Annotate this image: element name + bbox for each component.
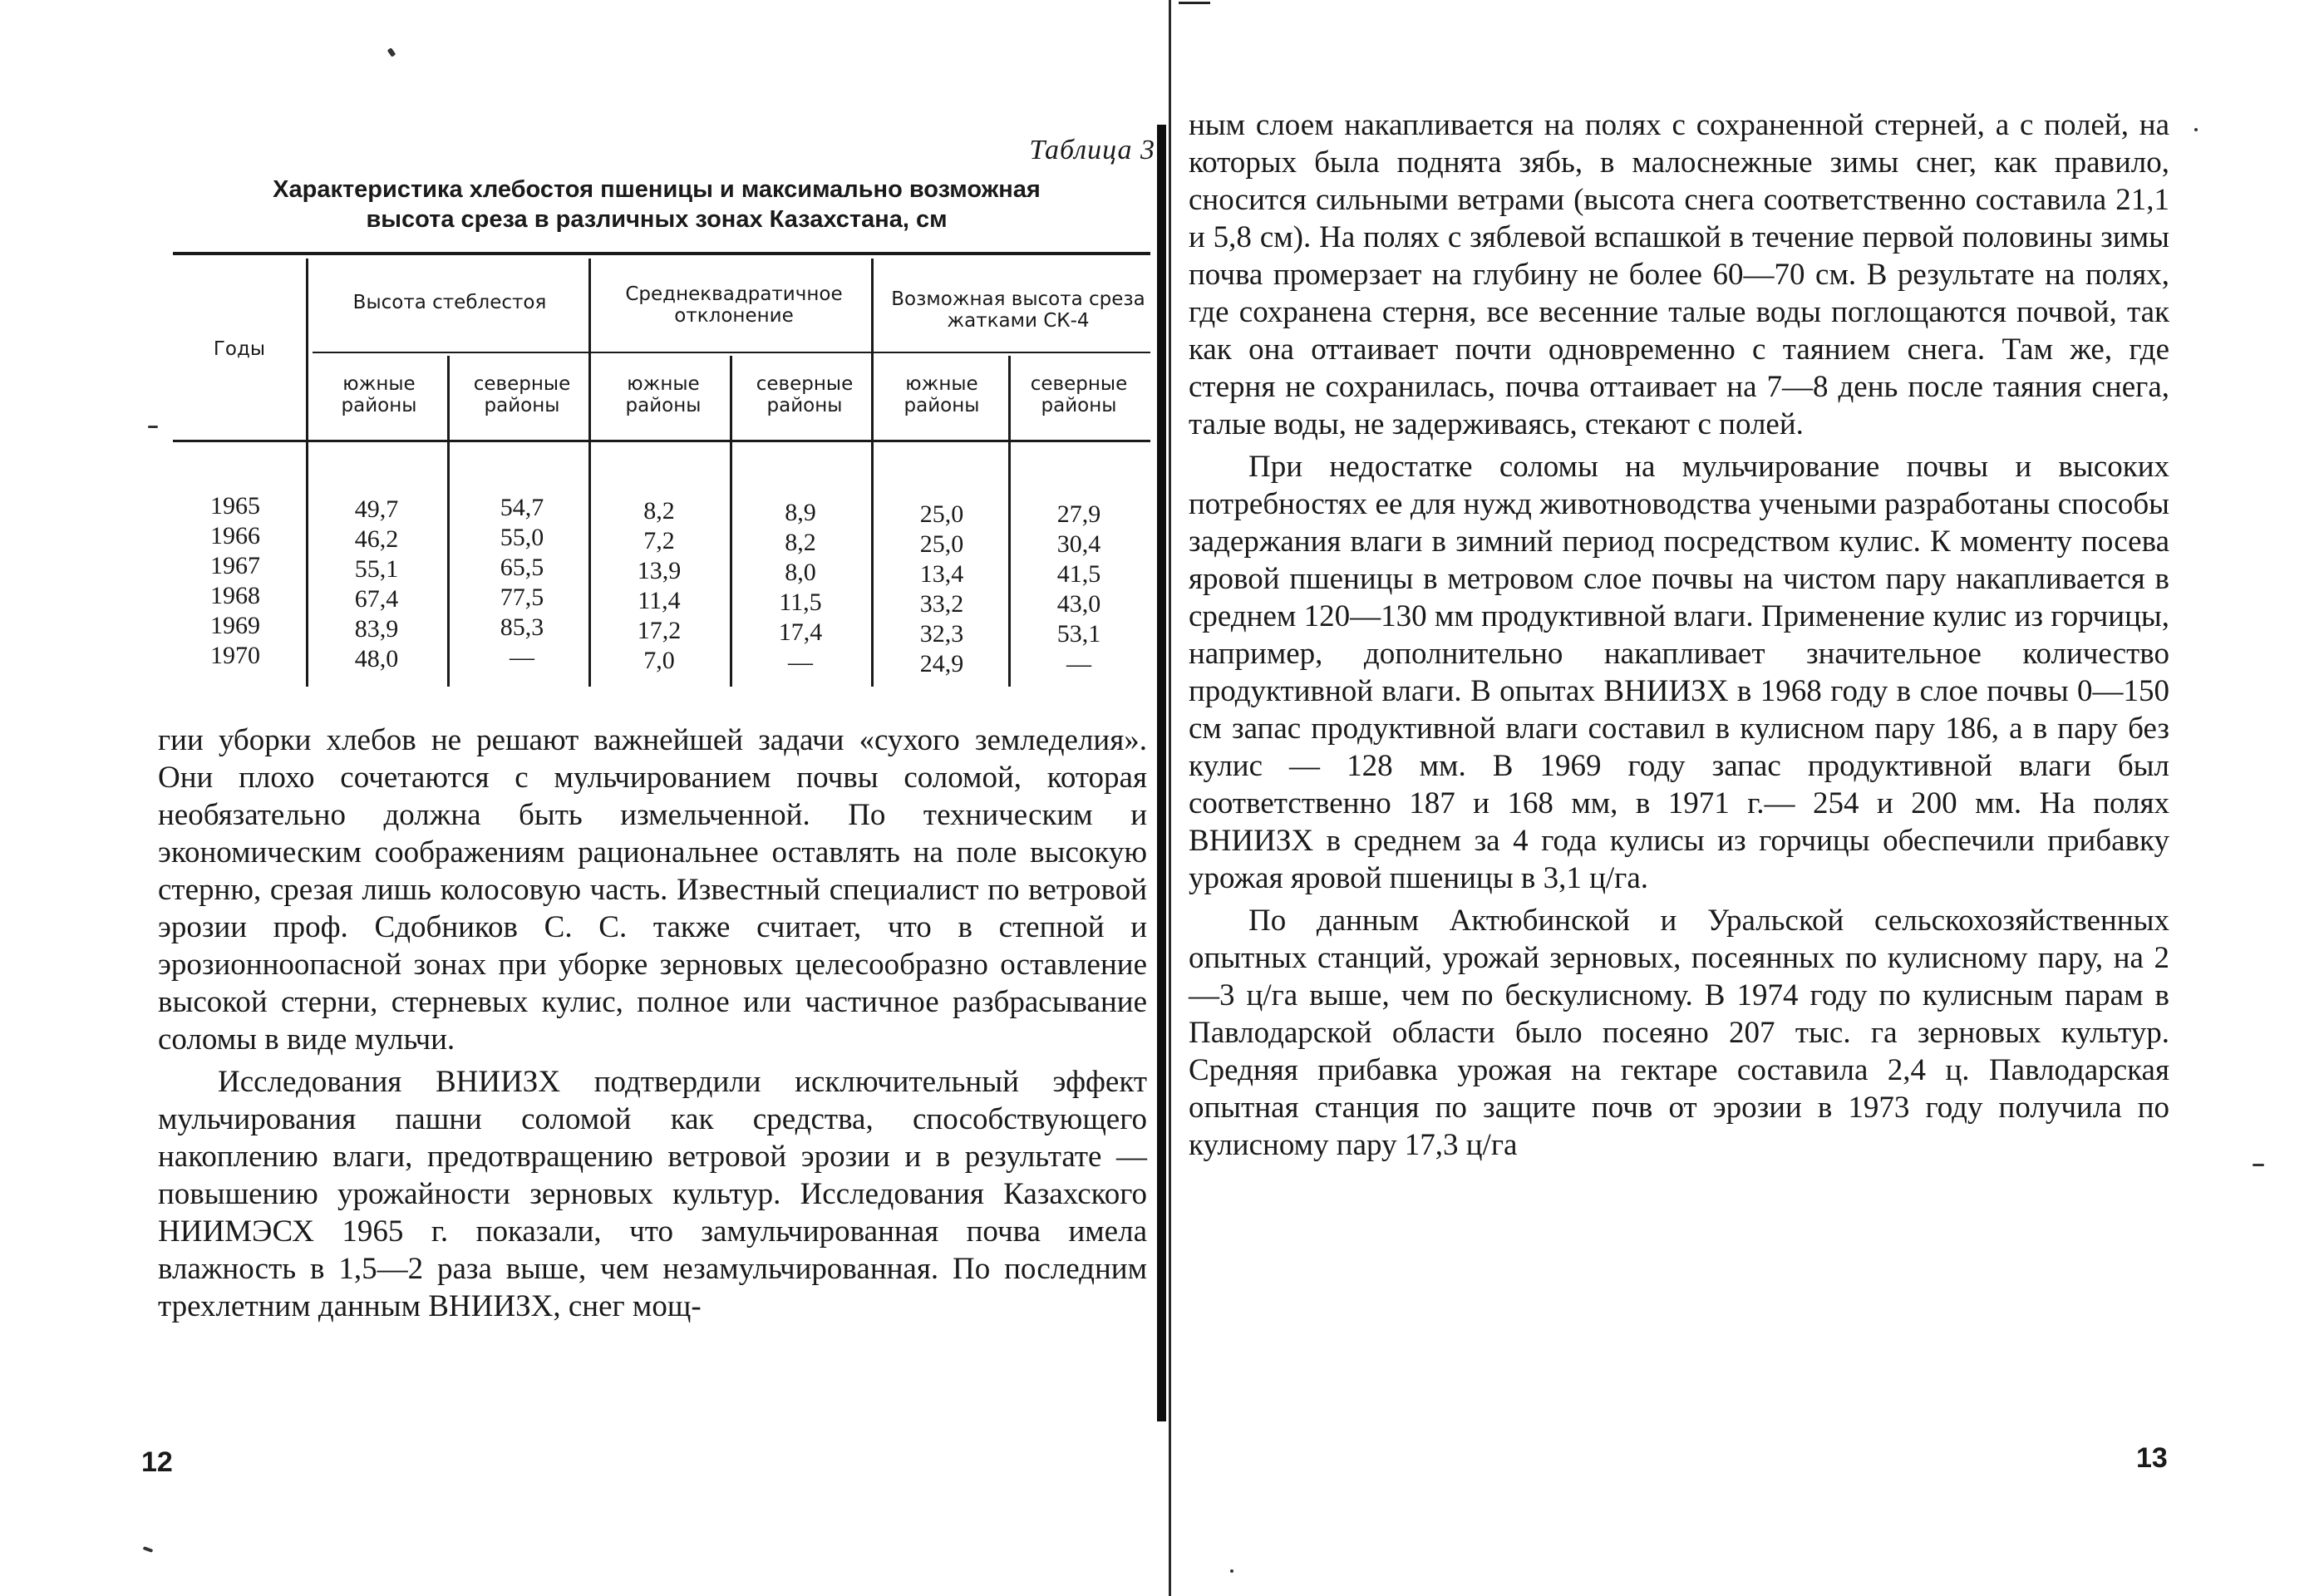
table-cell: 8,9 <box>785 499 816 526</box>
table-subheader: южные районы <box>341 373 417 416</box>
page-number-left: 12 <box>141 1446 173 1478</box>
table-cell: 30,4 <box>1056 530 1101 558</box>
table-vrule <box>1008 356 1011 687</box>
paragraph: Исследования ВНИИЗХ подтвердили исключительный эффект мульчирования пашни соломой как средства, способствующего накоплению влаги, предотвращению ветровой эрозии и в результате — повышению урожайности зерновых культур. Исследования Казахского НИИМЭСХ 1965 г. показали, что замульчированная почва имела влажность в 1,5—2 раза выше, чем незамульчированная. По последним трехлетним данным ВНИИЗХ, снег мощ- <box>158 1065 1147 1323</box>
table-subheader: северные районы <box>1030 373 1128 416</box>
table-cell: 49,7 <box>354 495 399 523</box>
scan-speck <box>2253 1164 2264 1166</box>
table-subheader: южные районы <box>625 373 702 416</box>
table-title <box>175 175 1139 234</box>
table-cell: 48,0 <box>354 645 399 672</box>
table-cell: 85,3 <box>500 613 544 641</box>
table-cell: 33,2 <box>919 590 964 618</box>
table-top-rule <box>173 252 1150 255</box>
table-cell: 55,1 <box>354 555 399 583</box>
table-cell: 32,3 <box>919 620 964 648</box>
table-years-column <box>210 491 293 671</box>
table-cell: 27,9 <box>1056 500 1101 528</box>
table-header-stem-height: Высота стеблестоя <box>352 292 547 313</box>
table-cell: 43,0 <box>1056 590 1101 618</box>
table-cell-year: 1966 <box>210 522 260 549</box>
table-cell-year: 1967 <box>210 552 260 579</box>
table-cell: — <box>1066 650 1091 677</box>
table-header-rule <box>173 440 1150 442</box>
table-cell: — <box>510 643 534 671</box>
table-cell: 25,0 <box>919 530 964 558</box>
table-column-cut-north <box>1017 500 1141 679</box>
paragraph: гии уборки хлебов не решают важнейшей задачи «сухого земледелия». Они плохо сочетаются с мульчированием почвы соломой, которая необязательно должна быть измельченной. По техническим и экономическим соображениям рациональнее оставлять на поле высокую стерню, срезая лишь колосовую часть. Известный специалист по ветровой эрозии проф. Сдобников С. С. также считает, что в степной и эрозионноопасной зонах при уборке зерновых целесообразно оставление высокой стерни, стерневых кулис, полное или частичное разбрасывание соломы в виде мульчи. <box>158 723 1147 1057</box>
table-cell: 8,2 <box>785 529 816 556</box>
table-column-stem-north <box>460 493 584 672</box>
table-cell: 7,0 <box>643 647 675 674</box>
table-cell: 55,0 <box>500 524 544 551</box>
table-vrule <box>588 259 591 687</box>
scan-speck <box>148 426 158 428</box>
table-cell-year: 1965 <box>210 492 260 520</box>
table-column-stem-south <box>318 495 435 674</box>
paragraph: ным слоем накапливается на полях с сохраненной стерней, а с полей, на которых была поднята зябь, в малоснежные зимы снег, как правило, сносится сильными ветрами (высота снега соответственно составила 21,1 и 5,8 см). На полях с зяблевой вспашкой в течение первой половины зимы почва промерзает на глубину не более 60—70 см. В результате на полях, где сохранена стерня, все весенние талые воды поглощаются почвой, так как она оттаивает почти одновременно с таянием снега. Там же, где стерня не сохранилась, почва оттаивает на 7—8 день после таяния снега, талые воды, не задерживаясь, стекают с полей. <box>1189 108 2169 441</box>
paragraph: При недостатке соломы на мульчирование почвы и высоких потребностях ее для нужд животноводства учеными разработаны способы задержания влаги в зимний период посредством кулис. К моменту посева яровой пшеницы в метровом слое почвы на чистом пару накапливается в среднем 120—130 мм продуктивной влаги. Применение кулис из горчицы, например, дополнительно накапливает значительное количество продуктивной влаги. В опытах ВНИИЗХ в 1968 году в слое почвы 0—150 см запас продуктивной влаги составил в кулисном пару 186, а в пару без кулис — 128 мм. В 1969 году запас продуктивной влаги был соответственно 187 и 168 мм, в 1971 г.— 254 и 200 мм. На полях ВНИИЗХ в среднем за 4 года кулисы из горчицы обеспечили прибавку урожая яровой пшеницы в 3,1 ц/га. <box>1189 450 2169 895</box>
table-vrule <box>730 356 732 687</box>
table-column-std-south <box>597 496 721 676</box>
table-header-years: Годы <box>213 338 266 360</box>
table-cell: 8,2 <box>643 497 675 525</box>
table-vrule <box>871 259 874 687</box>
table-cell-year: 1968 <box>210 582 260 609</box>
table-header-cut-height: Возможная высота среза жатками СК-4 <box>891 288 1145 332</box>
scan-speck <box>1230 1569 1233 1573</box>
table-cell: 65,5 <box>500 554 544 581</box>
table-cell: 53,1 <box>1056 620 1101 648</box>
left-body-text <box>158 722 1147 1325</box>
page-number-right: 13 <box>2136 1442 2168 1474</box>
table-cell: 67,4 <box>354 585 399 613</box>
table-group-rule <box>313 352 1150 353</box>
table-cell: 17,4 <box>778 618 823 646</box>
table-cell: 54,7 <box>500 494 544 521</box>
right-page <box>1164 0 2324 1596</box>
data-table <box>173 252 1150 684</box>
table-cell: 7,2 <box>643 527 675 554</box>
table-vrule <box>447 356 450 687</box>
table-subheader: северные районы <box>473 373 571 416</box>
table-subheader: северные районы <box>756 373 854 416</box>
table-cell: 83,9 <box>354 615 399 643</box>
table-cell: 8,0 <box>785 559 816 586</box>
table-cell: 24,9 <box>919 650 964 677</box>
table-vrule <box>306 259 308 687</box>
table-label: Таблица 3 <box>1029 135 1155 165</box>
table-title-line-2: высота среза в различных зонах Казахстана, см <box>366 206 948 233</box>
table-cell: 25,0 <box>919 500 964 528</box>
scan-speck <box>2194 128 2198 131</box>
table-column-std-north <box>738 498 863 677</box>
table-subheader: южные районы <box>904 373 980 416</box>
table-cell: 11,5 <box>779 589 822 616</box>
table-cell: 77,5 <box>500 584 544 611</box>
table-cell: 13,4 <box>919 560 964 588</box>
table-cell: 46,2 <box>354 525 399 553</box>
paragraph: По данным Актюбинской и Уральской сельскохозяйственных опытных станций, урожай зерновых, посеянных по кулисному пару, на 2—3 ц/га выше, чем по бескулисному. В 1974 году по кулисным парам в Павлодарской области было посеяно 207 тыс. га зерновых культур. Средняя прибавка урожая на гектаре составила 2,4 ц. Павлодарская опытная станция по защите почв от эрозии в 1973 году получила по кулисному пару 17,3 ц/га <box>1189 904 2169 1162</box>
right-body-text <box>1189 106 2169 1164</box>
table-cell: 17,2 <box>637 617 682 644</box>
table-title-line-1: Характеристика хлебостоя пшеницы и максимально возможная <box>273 176 1041 203</box>
table-cell-year: 1970 <box>210 642 260 669</box>
table-column-cut-south <box>879 500 1004 679</box>
table-cell: 13,9 <box>637 557 682 584</box>
table-cell: 41,5 <box>1056 560 1101 588</box>
table-cell-year: 1969 <box>210 612 260 639</box>
table-header-std-deviation: Среднеквадратичное отклонение <box>625 283 843 327</box>
table-cell: — <box>788 648 813 676</box>
table-cell: 11,4 <box>638 587 681 614</box>
